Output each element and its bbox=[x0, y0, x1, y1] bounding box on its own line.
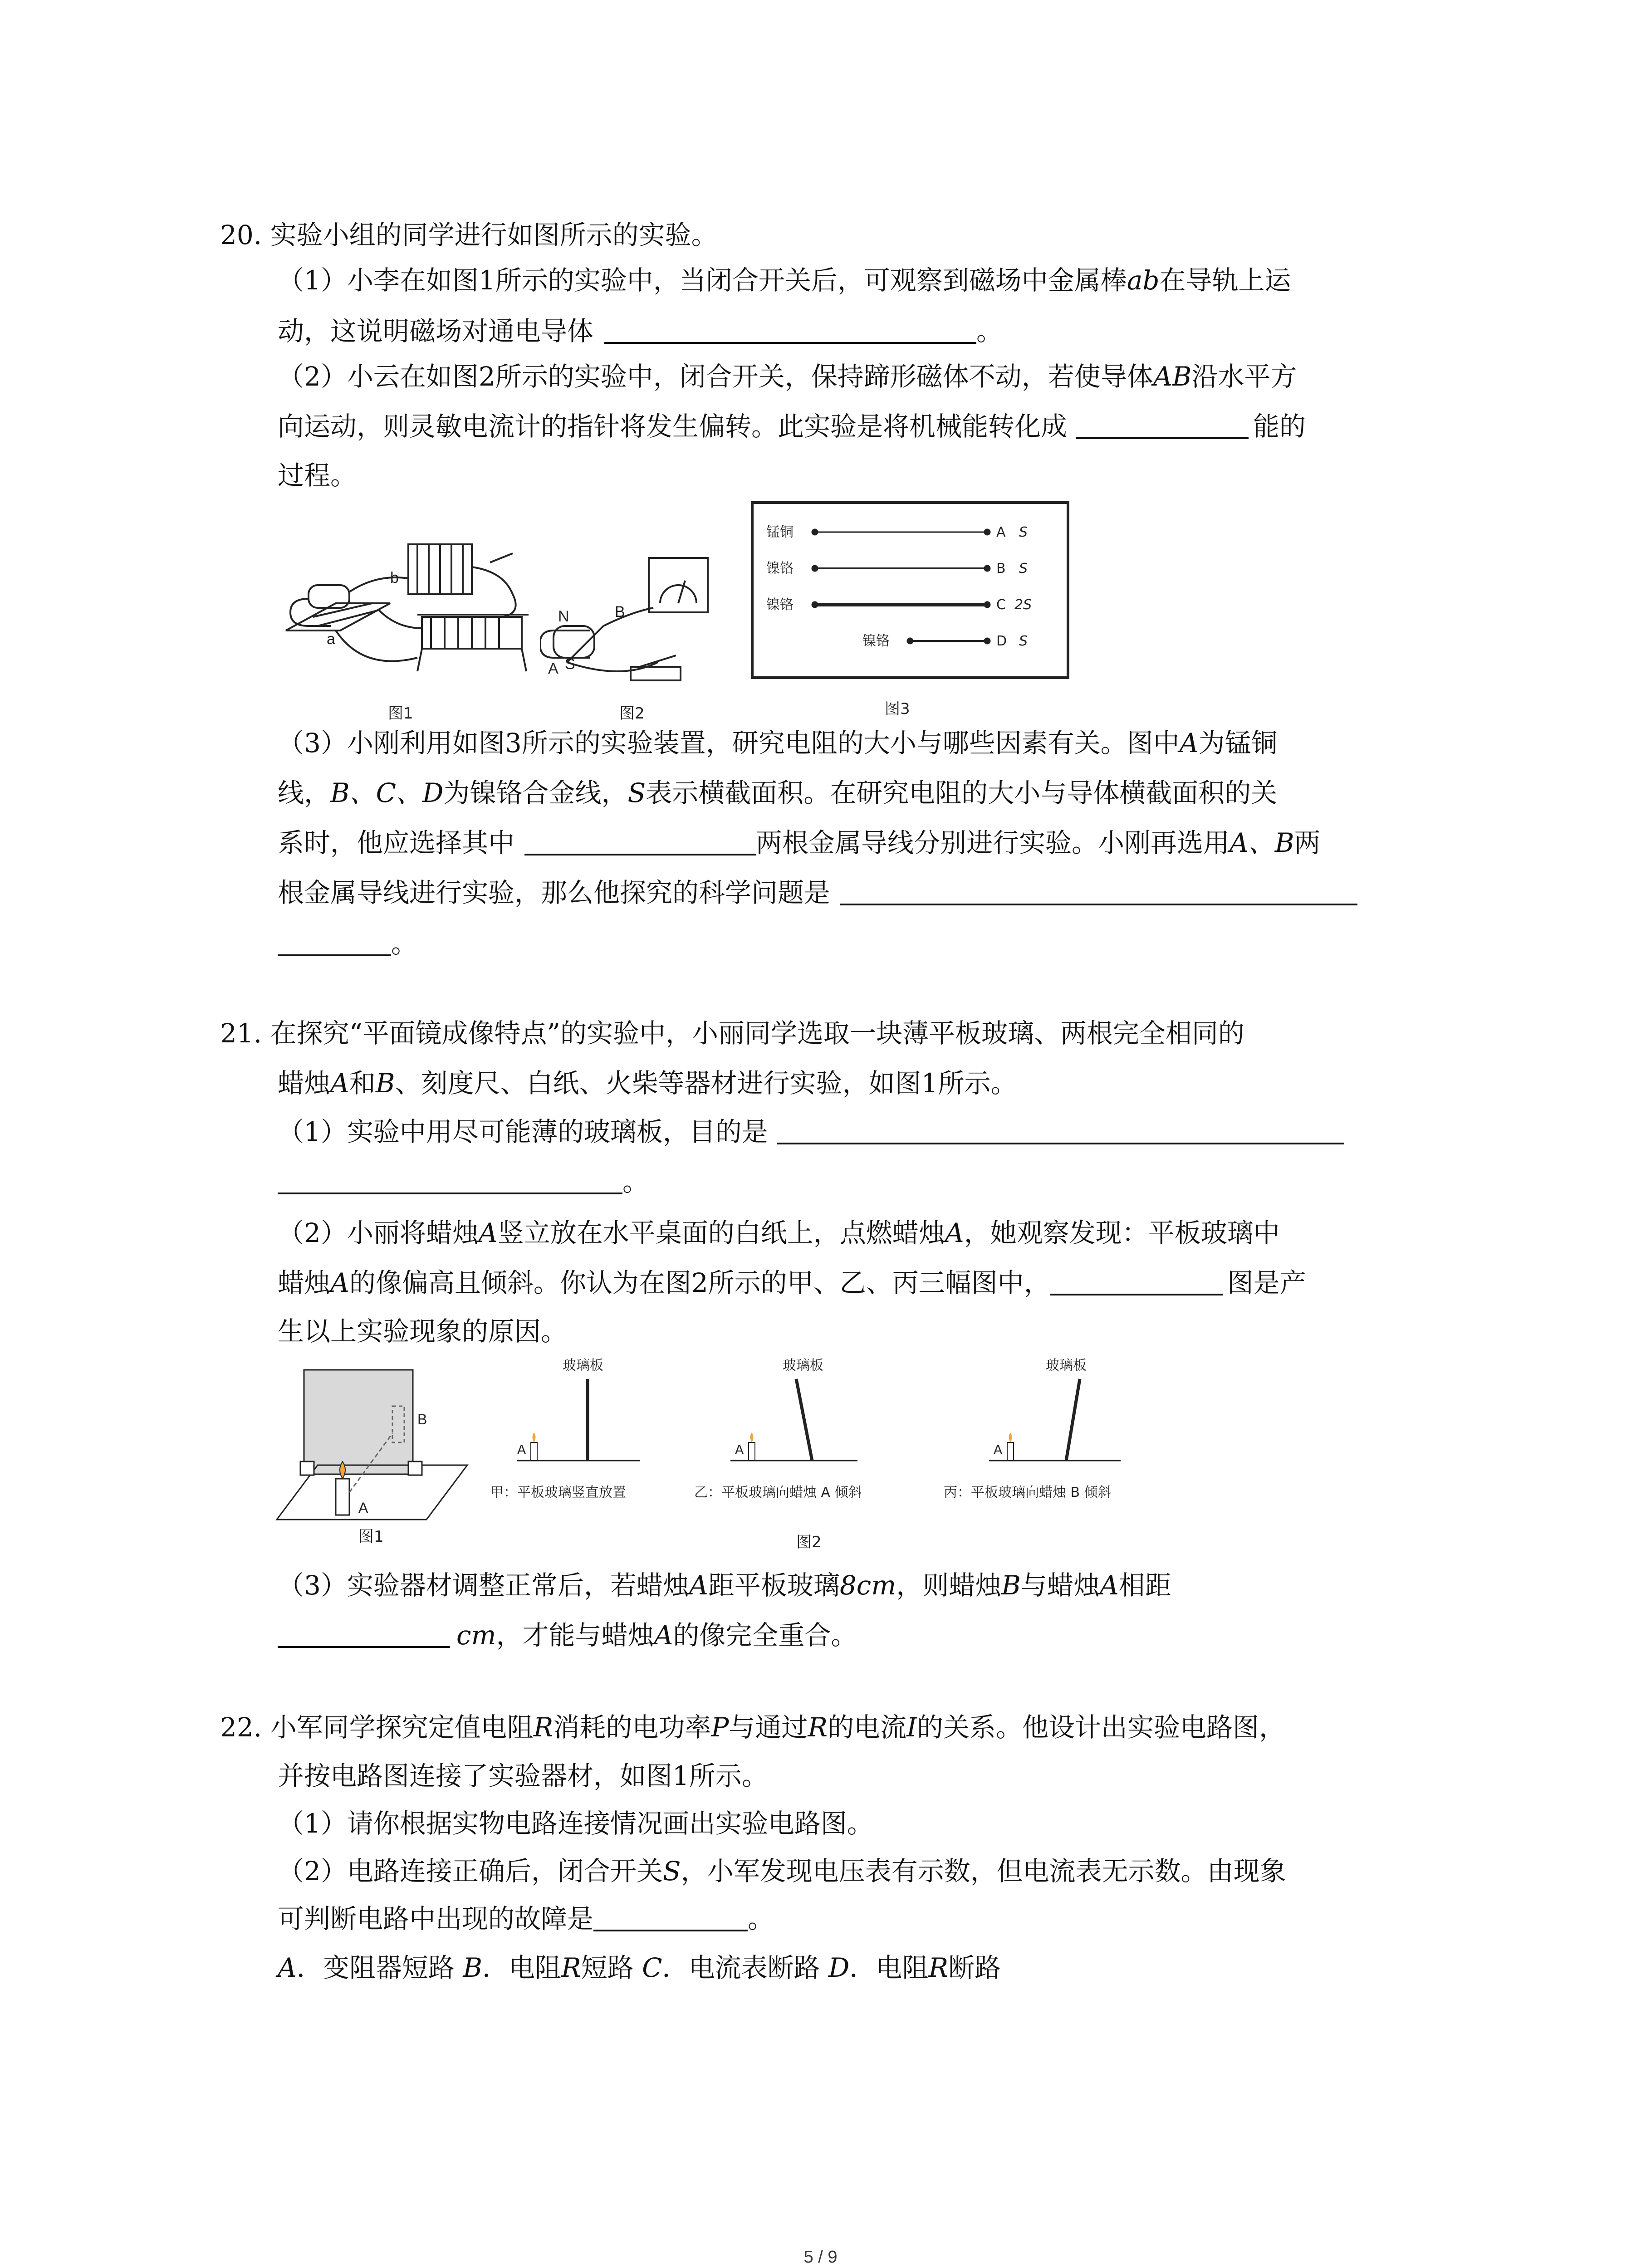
fig3-material-D: 镍铬 bbox=[862, 633, 890, 649]
q21-figure2-caption: 图2 bbox=[796, 1533, 822, 1551]
glass-label-jia: 玻璃板 bbox=[563, 1358, 603, 1374]
q20-figure2-caption: 图2 bbox=[619, 704, 645, 723]
fig3-letter-D: D bbox=[996, 633, 1007, 649]
answer-blank[interactable] bbox=[1076, 409, 1249, 439]
q22-part1: （1）请你根据实物电路连接情况画出实验电路图。 bbox=[278, 1808, 873, 1839]
q21-stem-line1: 21. 在探究“平面镜成像特点”的实验中，小丽同学选取一块薄平板玻璃、两根完全相同的 bbox=[220, 1018, 1244, 1049]
q20-part3-line2: 线，B、C、D为镍铬合金线，S表示横截面积。在研究电阻的大小与导体横截面积的关 bbox=[278, 777, 1278, 808]
answer-blank[interactable] bbox=[524, 826, 756, 855]
candle-label-jia: A bbox=[517, 1442, 526, 1457]
answer-blank[interactable] bbox=[604, 314, 976, 344]
option-D-letter: D bbox=[828, 1952, 850, 1983]
q20-part2-line1: （2）小云在如图2所示的实验中，闭合开关，保持蹄形磁体不动，若使导体AB沿水平方 bbox=[278, 361, 1297, 392]
fig3-material-A: 锰铜 bbox=[766, 524, 794, 540]
q20-part2-line2: 向运动，则灵敏电流计的指针将发生偏转。此实验是将机械能转化成 能的 bbox=[278, 408, 1306, 445]
q21-figure2-glass-positions bbox=[490, 1352, 1198, 1515]
sub-caption-jia: 甲：平板玻璃竖直放置 bbox=[490, 1485, 626, 1501]
answer-blank[interactable] bbox=[278, 1618, 450, 1648]
sub-caption-yi: 乙：平板玻璃向蜡烛 A 倾斜 bbox=[694, 1485, 862, 1501]
fig3-letter-C: C bbox=[996, 597, 1006, 613]
candle-label-bing: A bbox=[994, 1442, 1003, 1457]
candle-label-yi: A bbox=[735, 1442, 744, 1457]
q20-part2-line3: 过程。 bbox=[278, 460, 357, 491]
answer-blank[interactable] bbox=[278, 1164, 622, 1194]
glass-label-bing: 玻璃板 bbox=[1046, 1358, 1087, 1374]
fig3-area-A: S bbox=[1019, 524, 1028, 540]
q20-part1-line2: 动，这说明磁场对通电导体 。 bbox=[278, 313, 1003, 349]
q20-figure3-wire-board bbox=[751, 501, 1069, 679]
page-number: 5 / 9 bbox=[803, 2248, 838, 2267]
fig2-label-A: A bbox=[548, 660, 558, 677]
q20-figure1-caption: 图1 bbox=[388, 704, 413, 723]
fig3-area-B: S bbox=[1019, 561, 1028, 577]
q21-part3-line2: cm，才能与蜡烛A的像完全重合。 bbox=[278, 1617, 857, 1653]
q22-stem-line2: 并按电路图连接了实验器材，如图1所示。 bbox=[278, 1760, 768, 1791]
q20-part3-line5: 。 bbox=[278, 925, 417, 962]
answer-blank[interactable] bbox=[278, 926, 391, 956]
q22-part2-line2: 可判断电路中出现的故障是 。 bbox=[278, 1901, 774, 1937]
q20-stem: 20. 实验小组的同学进行如图所示的实验。 bbox=[220, 220, 718, 250]
answer-blank[interactable] bbox=[840, 875, 1357, 905]
fig3-area-D: S bbox=[1019, 633, 1028, 649]
option-A-text: ．变阻器短路 bbox=[296, 1952, 463, 1983]
fig2-label-B: B bbox=[615, 603, 625, 621]
q21-part2-line3: 生以上实验现象的原因。 bbox=[278, 1316, 568, 1347]
q22-part2-line1: （2）电路连接正确后，闭合开关S，小军发现电压表有示数，但电流表无示数。由现象 bbox=[278, 1856, 1286, 1887]
q20-figure3-caption: 图3 bbox=[885, 700, 910, 718]
q22-options: A．变阻器短路 B．电阻R短路 C．电流表断路 D．电阻R断路 bbox=[278, 1952, 1001, 1983]
fig2-label-N: N bbox=[558, 608, 569, 625]
option-C-letter: C bbox=[642, 1952, 662, 1983]
q21-part2-line1: （2）小丽将蜡烛A竖立放在水平桌面的白纸上，点燃蜡烛A，她观察发现：平板玻璃中 bbox=[278, 1217, 1280, 1248]
q20-part3-line3: 系时，他应选择其中 两根金属导线分别进行实验。小刚再选用A、B两 bbox=[278, 825, 1321, 861]
sub-caption-bing: 丙：平板玻璃向蜡烛 B 倾斜 bbox=[944, 1485, 1112, 1501]
fig1-label-a: a bbox=[327, 631, 335, 648]
answer-blank[interactable] bbox=[593, 1901, 748, 1931]
answer-blank[interactable] bbox=[777, 1114, 1344, 1144]
glass-label-yi: 玻璃板 bbox=[783, 1358, 823, 1374]
q21-fig1-label-A: A bbox=[358, 1500, 368, 1516]
fig3-material-B: 镍铬 bbox=[766, 561, 794, 577]
q21-part1-line1: （1）实验中用尽可能薄的玻璃板，目的是 bbox=[278, 1114, 1344, 1150]
fig1-label-b: b bbox=[390, 569, 399, 587]
q21-part3-line1: （3）实验器材调整正常后，若蜡烛A距平板玻璃8cm，则蜡烛B与蜡烛A相距 bbox=[278, 1570, 1171, 1601]
fig3-material-C: 镍铬 bbox=[766, 597, 794, 613]
fig3-letter-B: B bbox=[996, 561, 1006, 577]
fig2-label-S: S bbox=[565, 655, 575, 673]
fig3-area-C: 2S bbox=[1014, 597, 1032, 613]
q21-figure1-caption: 图1 bbox=[358, 1528, 384, 1546]
fig3-letter-A: A bbox=[996, 524, 1006, 540]
answer-blank[interactable] bbox=[1050, 1266, 1223, 1295]
q21-part2-line2: 蜡烛A的像偏高且倾斜。你认为在图2所示的甲、乙、丙三幅图中， 图是产 bbox=[278, 1265, 1306, 1301]
q21-fig1-label-B: B bbox=[417, 1411, 427, 1427]
q20-figure2-induction-apparatus bbox=[540, 553, 717, 689]
q20-part3-line1: （3）小刚利用如图3所示的实验装置，研究电阻的大小与哪些因素有关。图中A为锰铜 bbox=[278, 728, 1278, 758]
option-B-letter: B bbox=[463, 1952, 482, 1983]
q20-figure1-motor-apparatus bbox=[281, 535, 535, 680]
q21-part1-line2: 。 bbox=[278, 1163, 649, 1200]
q20-part3-line4: 根金属导线进行实验，那么他探究的科学问题是 bbox=[278, 875, 1357, 911]
fig3-wires bbox=[754, 504, 1067, 676]
q21-stem-line2: 蜡烛A和B、刻度尺、白纸、火柴等器材进行实验，如图1所示。 bbox=[278, 1068, 1017, 1099]
q20-part1-line1: （1）小李在如图1所示的实验中，当闭合开关后，可观察到磁场中金属棒ab在导轨上运 bbox=[278, 265, 1291, 296]
q22-stem-line1: 22. 小军同学探究定值电阻R消耗的电功率P与通过R的电流I的关系。他设计出实验电路图， bbox=[220, 1712, 1286, 1743]
option-A-letter: A bbox=[278, 1952, 297, 1983]
q21-figure1-mirror-setup bbox=[272, 1361, 472, 1538]
